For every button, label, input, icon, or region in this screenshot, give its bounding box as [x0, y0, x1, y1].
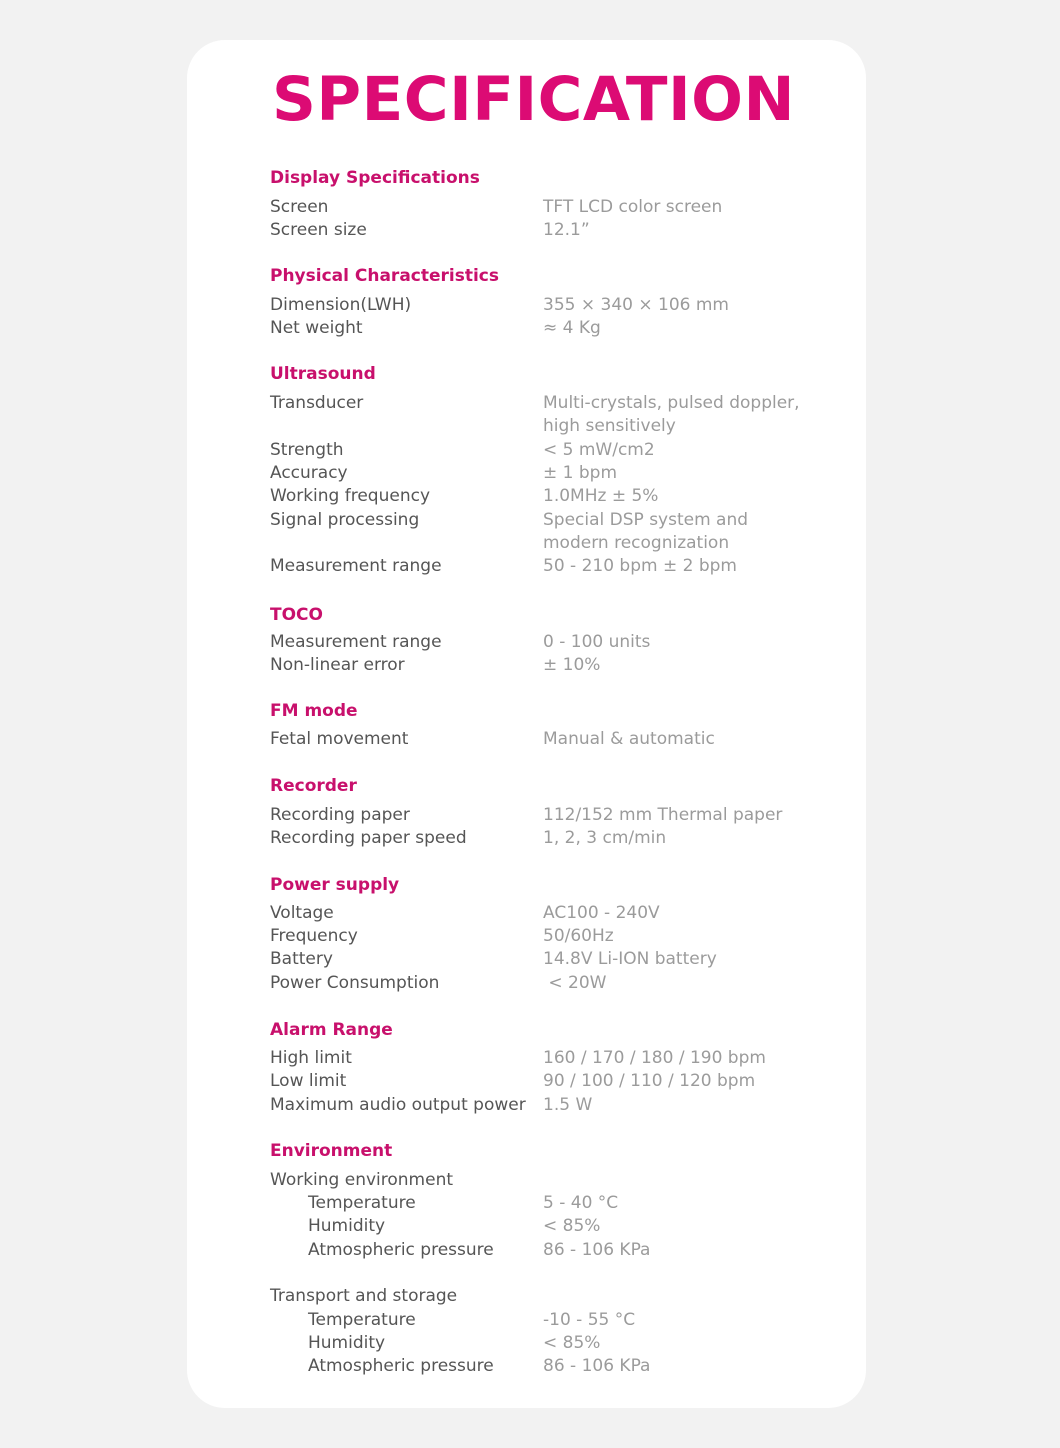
spec-value: 1, 2, 3 cm/min [543, 828, 667, 848]
spec-value: < 85% [543, 1216, 601, 1236]
spec-value: 14.8V Li-ION battery [543, 949, 717, 969]
spec-label: Voltage [270, 903, 334, 923]
spec-value: -10 - 55 °C [543, 1310, 636, 1330]
spec-label: Signal processing [270, 510, 420, 530]
spec-label: Screen [270, 197, 329, 217]
section-title-recorder: Recorder [270, 776, 357, 796]
spec-label: Accuracy [270, 463, 348, 483]
spec-value: 5 - 40 °C [543, 1193, 619, 1213]
spec-value: 50 - 210 bpm ± 2 bpm [543, 556, 737, 576]
spec-value: ± 10% [543, 655, 601, 675]
section-title-power: Power supply [270, 875, 400, 895]
spec-value: 160 / 170 / 180 / 190 bpm [543, 1048, 766, 1068]
spec-value: ≈ 4 Kg [543, 318, 601, 338]
spec-label: Temperature [308, 1310, 416, 1330]
spec-label: Humidity [308, 1333, 386, 1353]
spec-label: Measurement range [270, 556, 442, 576]
spec-label: Temperature [308, 1193, 416, 1213]
section-title-fm: FM mode [270, 701, 358, 721]
spec-value: < 20W [543, 973, 607, 993]
section-title-alarm: Alarm Range [270, 1020, 393, 1040]
spec-label: Transducer [270, 393, 364, 413]
spec-label: Maximum audio output power [270, 1095, 526, 1115]
section-title-environment: Environment [270, 1141, 393, 1161]
spec-value: 90 / 100 / 110 / 120 bpm [543, 1071, 756, 1091]
page-title: SPECIFICATION [272, 64, 796, 135]
subsection-label-working: Working environment [270, 1170, 454, 1190]
spec-value: < 5 mW/cm2 [543, 440, 655, 460]
spec-value: 50/60Hz [543, 926, 614, 946]
section-title-toco: TOCO [270, 605, 323, 625]
spec-value: 0 - 100 units [543, 632, 651, 652]
spec-label: Working frequency [270, 486, 431, 506]
spec-value: 112/152 mm Thermal paper [543, 805, 783, 825]
spec-value: 86 - 106 KPa [543, 1240, 651, 1260]
spec-label: Humidity [308, 1216, 386, 1236]
spec-label: Atmospheric pressure [308, 1240, 494, 1260]
section-title-display: Display Specifications [270, 168, 480, 188]
spec-value: 12.1” [543, 220, 590, 240]
section-title-ultrasound: Ultrasound [270, 364, 376, 384]
spec-label: Net weight [270, 318, 363, 338]
spec-value: Special DSP system and modern recognization [543, 510, 749, 554]
spec-value: 355 × 340 × 106 mm [543, 295, 729, 315]
spec-value: 86 - 106 KPa [543, 1356, 651, 1376]
spec-label: Screen size [270, 220, 367, 240]
spec-label: Dimension(LWH) [270, 295, 412, 315]
spec-label: High limit [270, 1048, 352, 1068]
spec-label: Measurement range [270, 632, 442, 652]
spec-label: Recording paper speed [270, 828, 467, 848]
spec-label: Strength [270, 440, 344, 460]
spec-card [187, 40, 866, 1408]
spec-label: Low limit [270, 1071, 347, 1091]
spec-value: Multi-crystals, pulsed doppler, high sensitively [543, 393, 800, 437]
spec-value: < 85% [543, 1333, 601, 1353]
spec-label: Fetal movement [270, 729, 409, 749]
spec-value: ± 1 bpm [543, 463, 618, 483]
spec-value: 1.5 W [543, 1095, 593, 1115]
spec-label: Recording paper [270, 805, 410, 825]
spec-label: Frequency [270, 926, 358, 946]
subsection-label-transport: Transport and storage [270, 1286, 458, 1306]
spec-label: Power Consumption [270, 973, 440, 993]
spec-value: Manual & automatic [543, 729, 715, 749]
spec-value: 1.0MHz ± 5% [543, 486, 659, 506]
spec-value: AC100 - 240V [543, 903, 660, 923]
spec-value: TFT LCD color screen [543, 197, 723, 217]
spec-label: Battery [270, 949, 333, 969]
section-title-physical: Physical Characteristics [270, 266, 500, 286]
spec-label: Atmospheric pressure [308, 1356, 494, 1376]
spec-label: Non-linear error [270, 655, 405, 675]
